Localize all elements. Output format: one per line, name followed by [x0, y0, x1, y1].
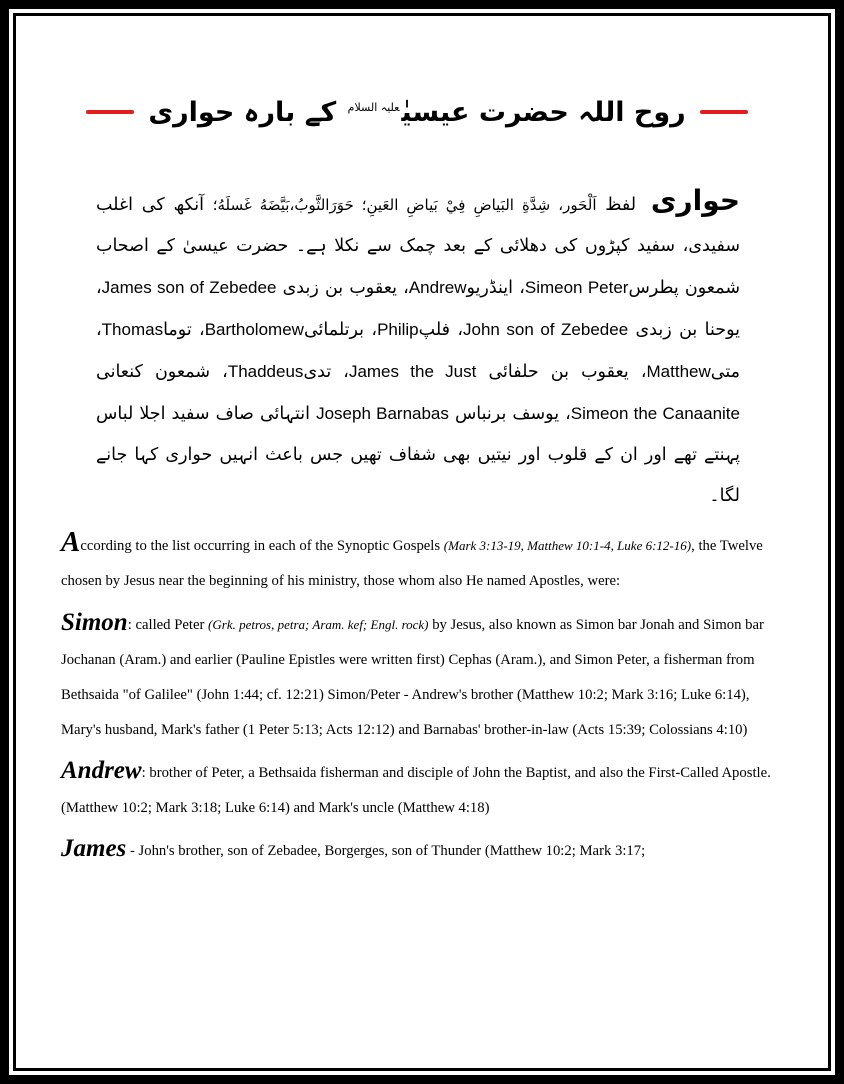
name-john-zebedee: John son of Zebedee — [463, 320, 629, 339]
apostle-name-james: James — [61, 835, 127, 862]
name-simeon-peter: Simeon Peter — [524, 278, 629, 297]
urdu-text: ، فلپ — [418, 320, 464, 340]
name-thomas: Thomas — [101, 320, 164, 339]
intro-text: ccording to the list occurring in each of the Synoptic Gospels — [80, 538, 444, 554]
apostle-simon — [61, 607, 783, 748]
urdu-text: ، یوحنا بن زبدی — [96, 278, 741, 340]
heading-title-end: کے بارہ حواری — [148, 96, 337, 128]
urdu-text: ، یوسف برنباس — [448, 404, 571, 424]
urdu-text: ، اینڈریو — [466, 278, 525, 298]
apostle-text: by Jesus, also known as Simon bar Jonah and Simon bar Jochanan (Aram.) and earlier (Pauline Epistles were written first) Cephas (Aram.), and Simon Peter, a fisherman from Bethsaida "of Galilee" (John 1:44; cf. 12:21) Simon/Peter - Andrew's brother (Matthew 10:2; Mark 3:16; Luke 6:14), Mary's husband, Mark's father (1 Peter 5:13; Acts 12:12) and Barnabas' brother-in-law (Acts 15:39; Colossians 4:10) — [61, 617, 764, 738]
arabic-definition: اَلْحَور، شِدَّةِ البَياضِ فِيْ بَياضِ العَينِ؛ حَوَرَالثَّوبُ،بَيَّضَهُ غَسلَهُ؛ — [212, 196, 597, 214]
name-andrew: Andrew — [408, 278, 467, 297]
urdu-text: ، تدی — [303, 362, 349, 382]
intro-text: , the Twelve chosen by Jesus near the beginning of his ministry, those whom also He named Apostles, were: — [61, 538, 763, 589]
urdu-lead-word: حواری — [650, 184, 741, 217]
apostle-text: : brother of Peter, a Bethsaida fisherman and disciple of John the Baptist, and also the First-Called Apostle. (Matthew 10:2; Mark 3:18; Luke 6:14) and Mark's uncle (Matthew 4:18) — [61, 765, 771, 816]
urdu-text: انتہائی صاف سفید اجلا لباس پہنتے تھے اور ان کے قلوب اور نیتیں بھی شفاف تھیں جس باعث انہیں حواری کہا جانے لگا۔ — [96, 404, 740, 506]
urdu-text: ، توما — [163, 320, 205, 340]
simon-reference: (Grk. petros, petra; Aram. kef; Engl. rock) — [208, 617, 429, 632]
heading-honorific: علیہ السلام — [347, 100, 400, 114]
apostle-name-andrew: Andrew — [61, 757, 142, 784]
heading-title — [134, 97, 699, 128]
heading-rule-right — [700, 110, 748, 114]
name-james-zebedee: James son of Zebedee — [101, 278, 277, 297]
apostle-name-simon: Simon — [61, 609, 128, 636]
apostle-andrew — [61, 756, 783, 826]
intro-paragraph — [61, 528, 783, 599]
urdu-text: لفظ — [596, 195, 637, 215]
intro-reference: (Mark 3:13-19, Matthew 10:1-4, Luke 6:12-16) — [443, 538, 692, 553]
apostle-james — [61, 834, 783, 869]
apostle-text: : called Peter — [127, 617, 209, 633]
apostle-text: - John's brother, son of Zebadee, Borgerges, son of Thunder (Matthew 10:2; Mark 3:17; — [126, 843, 646, 859]
heading-title-main: روح اللہ حضرت عیسیٰ — [401, 96, 686, 128]
urdu-text: ، متی — [96, 320, 741, 382]
urdu-text: ، برتلمائی — [303, 320, 378, 340]
urdu-text: ، یعقوب بن زبدی — [276, 278, 409, 298]
name-simeon-canaanite: Simeon the Canaanite — [570, 404, 740, 423]
heading-rule-left — [86, 110, 134, 114]
name-bartholomew: Bartholomew — [204, 320, 304, 339]
english-section — [61, 528, 783, 877]
name-james-just: James the Just — [348, 362, 477, 381]
name-thaddeus: Thaddeus — [227, 362, 304, 381]
urdu-paragraph — [96, 180, 740, 517]
urdu-text: ، یعقوب بن حلفائی — [476, 362, 647, 382]
name-joseph-barnabas: Joseph Barnabas — [316, 404, 449, 423]
urdu-text: آنکھ کی اغلب سفیدی، سفید کپڑوں کی دھلائی کے بعد چمک سے نکلا ہے۔ حضرت عیسیٰ کے اصحاب شمعون پطرس — [96, 195, 740, 298]
name-philip: Philip — [377, 320, 419, 339]
name-matthew: Matthew — [646, 362, 711, 381]
page-heading — [86, 84, 748, 140]
urdu-text: ، شمعون کنعانی — [96, 362, 228, 382]
intro-initial: A — [61, 526, 81, 558]
